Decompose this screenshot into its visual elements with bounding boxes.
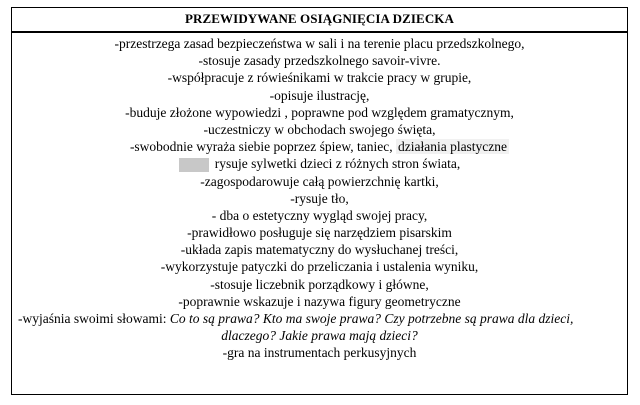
- list-item: -gra na instrumentach perkusyjnych: [222, 345, 417, 361]
- questions-text: Co to są prawa? Kto ma swoje prawa? Czy potrzebne są prawa dla dzieci,: [169, 311, 574, 326]
- list-item: -współpracuje z rówieśnikami w trakcie pracy w grupie,: [167, 70, 472, 86]
- list-item: -uczestniczy w obchodach swojego święta,: [203, 121, 436, 137]
- achievements-table: [11, 7, 628, 395]
- list-item-text: -swobodnie wyraża siebie poprzez śpiew, taniec,: [129, 139, 396, 155]
- table-header: [12, 8, 627, 33]
- list-item-text: rysuje sylwetki dzieci z różnych stron świata,: [214, 156, 461, 172]
- list-item: -stosuje zasady przedszkolnego savoir-vivre.: [198, 53, 441, 69]
- list-item: -zagospodarowuje całą powierzchnię kartki,: [200, 173, 439, 189]
- list-item: -stosuje liczebnik porządkowy i główne,: [210, 276, 429, 292]
- highlighted-text: działania plastyczne: [397, 139, 508, 155]
- list-item-text: -wyjaśnia swoimi słowami:: [18, 311, 170, 326]
- list-item: -prawidłowo posługuje się narzędziem pisarskim: [187, 225, 452, 241]
- list-item: [12, 138, 627, 155]
- list-item: - dba o estetyczny wygląd swojej pracy,: [211, 207, 428, 223]
- list-item: [12, 155, 627, 172]
- list-item: -poprawnie wskazuje i nazywa figury geometryczne: [178, 293, 461, 309]
- list-item: -opisuje ilustrację,: [269, 87, 370, 103]
- list-item: -buduje złożone wypowiedzi , poprawne pod względem gramatycznym,: [125, 104, 514, 120]
- list-item: -przestrzega zasad bezpieczeństwa w sali i na terenie placu przedszkolnego,: [114, 36, 525, 51]
- list-item: -wykorzystuje patyczki do przeliczania i ustalenia wyniku,: [160, 259, 479, 275]
- redaction-block: [179, 158, 209, 172]
- list-item: -układa zapis matematyczny do wysłuchanej treści,: [180, 242, 459, 258]
- table-body: [12, 33, 627, 362]
- list-item: -rysuje tło,: [290, 190, 349, 206]
- list-item: dlaczego? Jakie prawa mają dzieci?: [221, 328, 418, 344]
- list-item: [12, 310, 627, 327]
- table-title: PRZEWIDYWANE OSIĄGNIĘCIA DZIECKA: [184, 11, 455, 26]
